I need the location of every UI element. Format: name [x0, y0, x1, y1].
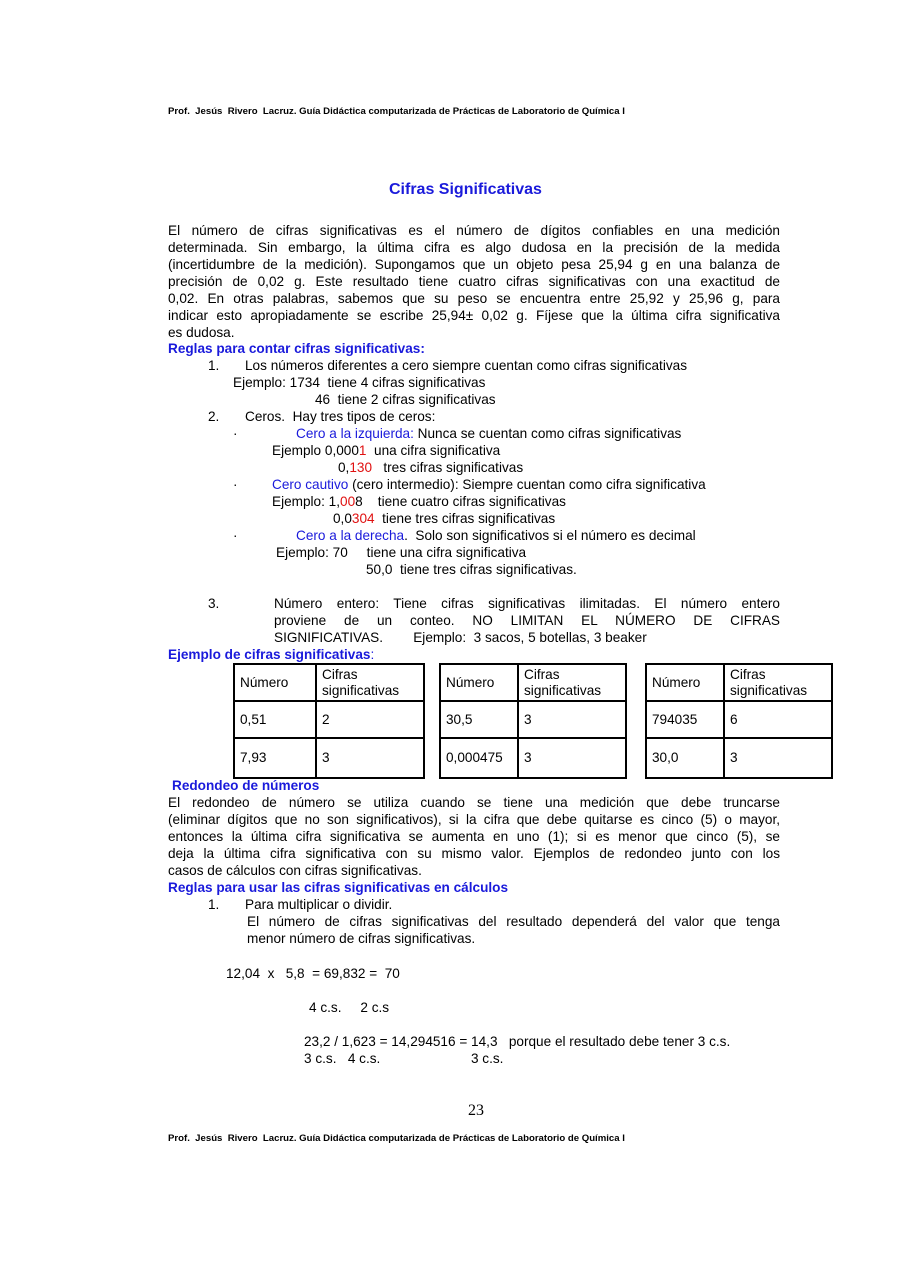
highlight: 1	[358, 443, 367, 458]
text-line: determinada. Sin embargo, la última cifra es algo dudosa en la precisión de la medida	[168, 240, 780, 255]
bullet: ·	[233, 426, 238, 441]
text: Nunca se cuentan como cifras significativas	[413, 426, 682, 441]
rule-text	[296, 425, 681, 442]
page-header: Prof. Jesús Rivero Lacruz. Guía Didáctica computarizada de Prácticas de Laboratorio de Química I	[168, 106, 625, 117]
table-cell: 0,000475	[440, 738, 518, 778]
text-line: 0,02. En otras palabras, sabemos que su peso se encuentra entre 25,92 y 25,96 g, para	[168, 291, 780, 306]
text: (cero intermedio): Siempre cuentan como cifra significativa	[348, 477, 706, 492]
examples-heading	[168, 646, 374, 663]
text-line: (eliminar dígitos que no son significativos), si la cifra que debe quitarse es cinco (5) o mayor,	[168, 812, 780, 827]
table-cell: 7,93	[234, 738, 316, 778]
table-cell: 794035	[646, 701, 724, 738]
text-line: El redondeo de número se utiliza cuando se tiene una medición que debe truncarse	[168, 795, 780, 810]
table-cell: 0,51	[234, 701, 316, 738]
example-text	[338, 459, 523, 476]
text: Ejemplo: 1,	[272, 494, 341, 509]
highlight: 130	[349, 460, 373, 475]
text-line: entonces la última cifra significativa se aumenta en uno (1); si es menor que cinco (5), se	[168, 829, 780, 844]
table-cell: 3	[316, 738, 424, 778]
text-line: es dudosa.	[168, 325, 235, 340]
header-cell: Cifras significativas	[518, 664, 626, 701]
heading-text: Ejemplo de cifras significativas	[168, 647, 371, 662]
example-text	[333, 510, 555, 527]
example-text: Ejemplo: 70 tiene una cifra significativa	[276, 545, 527, 560]
text-line: (incertidumbre de la medición). Supongamos que un objeto pesa 25,94 g en una balanza de	[168, 257, 780, 272]
list-number: 1.	[208, 897, 220, 912]
text: . Solo son significativos si el número es decimal	[404, 528, 696, 543]
text-line: indicar esto apropiadamente se escribe 25,94± 0,02 g. Fíjese que la última cifra significativa	[168, 308, 780, 323]
table-cell: 3	[724, 738, 832, 778]
rule-text: SIGNIFICATIVAS. Ejemplo: 3 sacos, 5 botellas, 3 beaker	[274, 630, 647, 645]
rule-text: El número de cifras significativas del resultado dependerá del valor que tenga	[247, 914, 780, 929]
equation: 12,04 x 5,8 = 69,832 = 70	[226, 966, 400, 981]
rule-text: menor número de cifras significativas.	[247, 931, 476, 946]
text: tres cifras significativas	[372, 460, 524, 475]
calc-heading: Reglas para usar las cifras significativas en cálculos	[168, 880, 509, 895]
term: Cero a la izquierda:	[296, 426, 414, 441]
text-line: El número de cifras significativas es el número de dígitos confiables en una medición	[168, 223, 780, 238]
highlight: 00	[340, 494, 356, 509]
header-cell: Número	[234, 664, 316, 701]
list-number: 3.	[208, 596, 220, 611]
table-cell: 30,5	[440, 701, 518, 738]
term: Cero cautivo	[272, 477, 349, 492]
rule-text: proviene de un conteo. NO LIMITAN EL NÚMERO DE CIFRAS	[274, 613, 780, 628]
rule-text: Número entero: Tiene cifras significativas ilimitadas. El número entero	[274, 596, 780, 611]
page-footer: Prof. Jesús Rivero Lacruz. Guía Didáctica computarizada de Prácticas de Laboratorio de Química I	[168, 1133, 625, 1144]
rule-text	[272, 476, 706, 493]
text: Ejemplo 0,000	[272, 443, 359, 458]
table-cell: 3	[518, 738, 626, 778]
text: 0,	[338, 460, 350, 475]
example-text	[272, 442, 500, 459]
bullet: ·	[233, 477, 238, 492]
page-number: 23	[468, 1102, 484, 1119]
list-number: 1.	[208, 358, 220, 373]
colon: :	[370, 647, 375, 662]
table-cell: 6	[724, 701, 832, 738]
header-cell: Cifras significativas	[316, 664, 424, 701]
header-cell: Cifras significativas	[724, 664, 832, 701]
text-line: casos de cálculos con cifras significativas.	[168, 863, 422, 878]
example-text: 46 tiene 2 cifras significativas	[315, 392, 496, 407]
text: 8 tiene cuatro cifras significativas	[355, 494, 566, 509]
table-cell: 2	[316, 701, 424, 738]
example-text	[272, 493, 566, 510]
rule-text: Para multiplicar o dividir.	[245, 897, 393, 912]
examples-table-1	[233, 663, 425, 779]
rule-text	[296, 527, 696, 544]
rule-text: Los números diferentes a cero siempre cuentan como cifras significativas	[245, 358, 688, 373]
rounding-heading: Redondeo de números	[172, 778, 320, 793]
list-number: 2.	[208, 409, 220, 424]
table-cell: 3	[518, 701, 626, 738]
equation-annotation: 4 c.s. 2 c.s	[309, 1000, 390, 1015]
page-title: Cifras Significativas	[389, 181, 542, 198]
term: Cero a la derecha	[296, 528, 405, 543]
bullet: ·	[233, 528, 238, 543]
highlight: 304	[351, 511, 375, 526]
header-cell: Número	[646, 664, 724, 701]
header-cell: Número	[440, 664, 518, 701]
text: 0,0	[333, 511, 352, 526]
example-text: 50,0 tiene tres cifras significativas.	[366, 562, 577, 577]
equation: 23,2 / 1,623 = 14,294516 = 14,3 porque el resultado debe tener 3 c.s.	[304, 1034, 731, 1049]
text: tiene tres cifras significativas	[374, 511, 556, 526]
examples-table-2	[439, 663, 627, 779]
text-line: precisión de 0,02 g. Este resultado tiene cuatro cifras significativas con una exactitud de	[168, 274, 780, 289]
example-text: Ejemplo: 1734 tiene 4 cifras significativas	[233, 375, 486, 390]
equation-annotation: 3 c.s. 4 c.s. 3 c.s.	[304, 1051, 504, 1066]
table-cell: 30,0	[646, 738, 724, 778]
examples-table-3	[645, 663, 833, 779]
rules-heading: Reglas para contar cifras significativas:	[168, 341, 425, 356]
text-line: deja la última cifra significativa con su mismo valor. Ejemplos de redondeo junto con los	[168, 846, 780, 861]
text: una cifra significativa	[366, 443, 501, 458]
rule-text: Ceros. Hay tres tipos de ceros:	[245, 409, 436, 424]
